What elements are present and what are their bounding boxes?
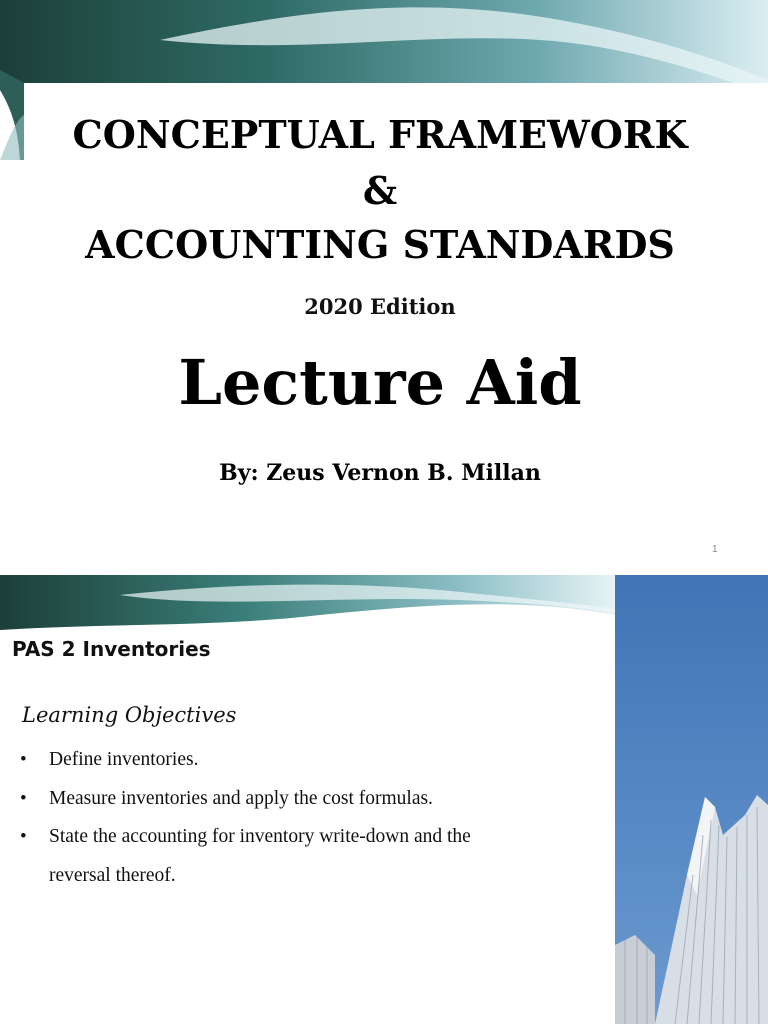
title-line-1: CONCEPTUAL FRAMEWORK xyxy=(72,112,688,157)
bullet-icon: • xyxy=(20,749,27,770)
title-line-3: ACCOUNTING STANDARDS xyxy=(85,222,675,267)
content-slide xyxy=(0,575,768,1024)
author-line: By: Zeus Vernon B. Millan xyxy=(219,460,541,486)
bullet-icon: • xyxy=(20,787,27,809)
decorative-wave-banner xyxy=(0,575,615,635)
section-subtitle: Learning Objectives xyxy=(22,703,237,727)
slide-title: PAS 2 Inventories xyxy=(12,637,211,661)
title-ampersand: & xyxy=(362,168,398,213)
edition-label: 2020 Edition xyxy=(304,294,456,319)
list-item xyxy=(18,741,498,780)
lecture-heading: Lecture Aid xyxy=(178,346,582,419)
list-item xyxy=(18,780,498,819)
objective-text: State the accounting for inventory write-down and the reversal thereof. xyxy=(49,826,471,886)
bullet-icon: • xyxy=(20,826,27,847)
objective-text: Measure inventories and apply the cost formulas. xyxy=(49,787,433,809)
objective-text: Define inventories. xyxy=(49,749,199,770)
list-item xyxy=(18,818,498,895)
building-photo xyxy=(615,575,768,1024)
objectives-list xyxy=(18,741,498,895)
slide-number: 1 xyxy=(712,544,718,555)
